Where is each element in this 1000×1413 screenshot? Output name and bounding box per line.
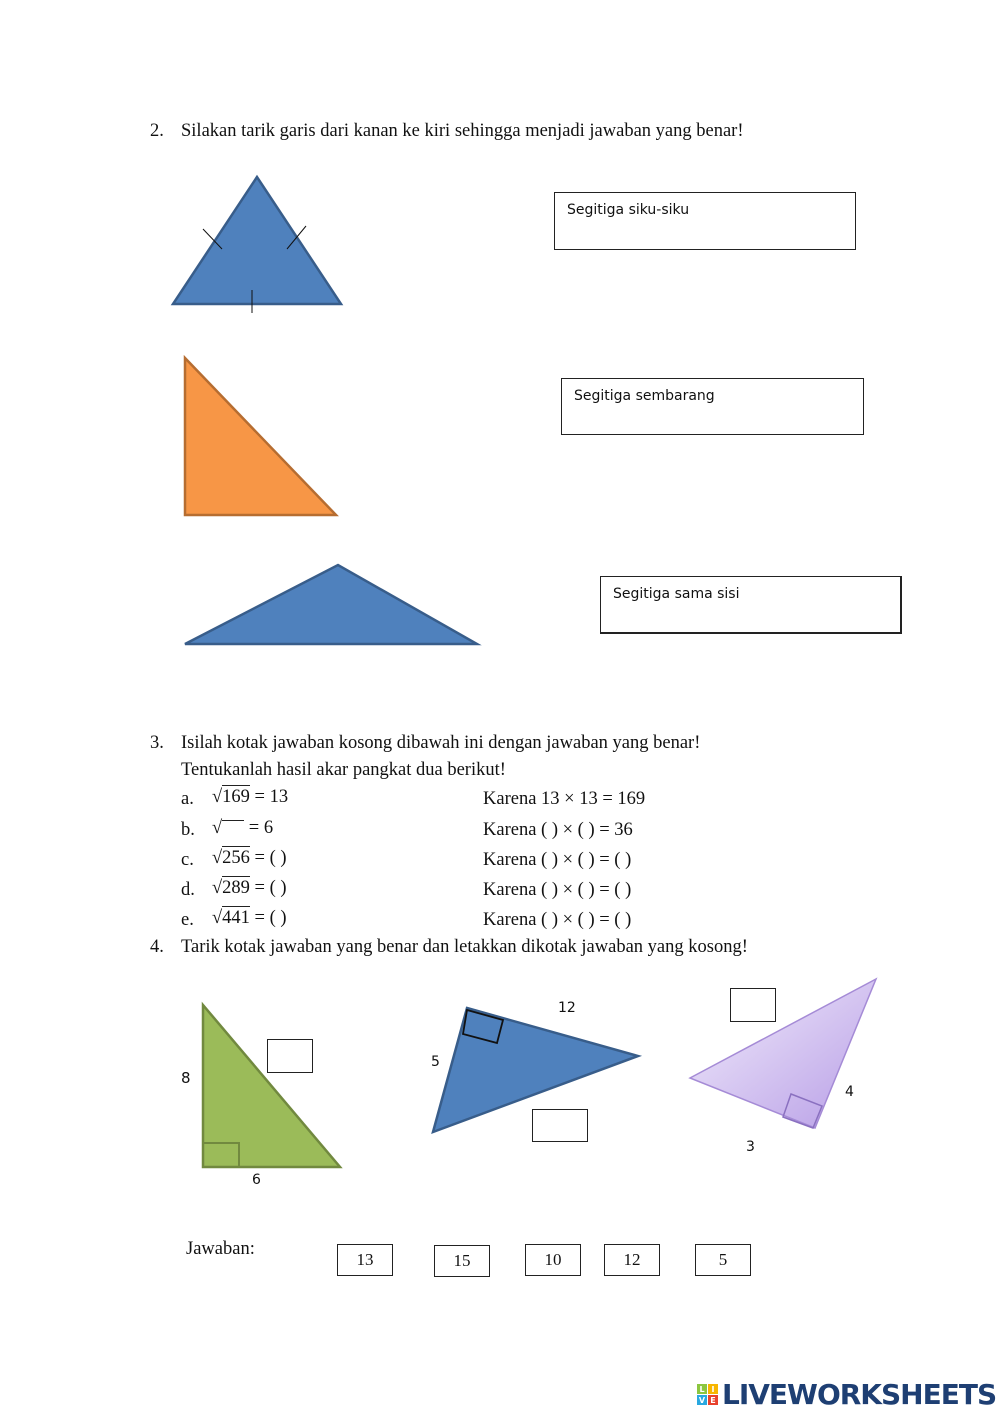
radicand: 169 — [222, 787, 250, 807]
sqrt-expression[interactable]: √256 = ( ) — [212, 848, 287, 868]
answer-label: Jawaban: — [186, 1239, 255, 1259]
option-box-right-triangle[interactable] — [554, 192, 856, 250]
side-label: 12 — [558, 1000, 576, 1016]
q3-subtext: Tentukanlah hasil akar pangkat dua berikut! — [181, 760, 506, 780]
result: = 13 — [254, 787, 289, 807]
answer-chip[interactable]: 15 — [434, 1245, 490, 1277]
equilateral-triangle — [173, 177, 341, 313]
side-label: 3 — [746, 1139, 755, 1155]
logo-letter: I — [708, 1384, 718, 1394]
side-label: 6 — [252, 1172, 261, 1188]
sqrt-expression: √169 = 13 — [212, 787, 289, 807]
q2-text: Silakan tarik garis dari kanan ke kiri sehingga menjadi jawaban yang benar! — [181, 121, 744, 141]
option-box-equilateral[interactable] — [600, 576, 902, 634]
right-triangle-orange — [185, 358, 336, 515]
drop-box-hypotenuse-3[interactable] — [730, 988, 776, 1022]
sqrt-expression[interactable]: √ = 6 — [212, 818, 274, 838]
row-label: e. — [181, 910, 194, 930]
q3-number: 3. — [150, 733, 164, 753]
sqrt-expression[interactable]: √289 = ( ) — [212, 878, 287, 898]
side-label: 5 — [431, 1054, 440, 1070]
liveworksheets-logo — [697, 1378, 996, 1411]
q4-text: Tarik kotak jawaban yang benar dan letakkan dikotak jawaban yang kosong! — [181, 937, 748, 957]
row-label: d. — [181, 880, 195, 900]
radicand: 289 — [222, 878, 250, 898]
purple-right-triangle — [690, 979, 876, 1128]
side-label: 4 — [845, 1084, 854, 1100]
green-right-triangle — [203, 1005, 340, 1167]
option-label: Segitiga sembarang — [574, 388, 715, 404]
option-label: Segitiga sama sisi — [613, 586, 740, 602]
radicand: 256 — [222, 848, 250, 868]
reason[interactable]: Karena ( ) × ( ) = ( ) — [483, 910, 632, 930]
reason[interactable]: Karena ( ) × ( ) = ( ) — [483, 880, 632, 900]
side-label: 8 — [181, 1069, 191, 1087]
q3-text: Isilah kotak jawaban kosong dibawah ini dengan jawaban yang benar! — [181, 733, 701, 753]
drop-box-hypotenuse-2[interactable] — [532, 1109, 588, 1142]
logo-text: LIVEWORKSHEETS — [722, 1378, 997, 1411]
drop-box-hypotenuse-1[interactable] — [267, 1039, 313, 1073]
answer-chip[interactable]: 5 — [695, 1244, 751, 1276]
logo-letter: V — [698, 1395, 706, 1405]
answer-chip[interactable]: 12 — [604, 1244, 660, 1276]
result[interactable]: = ( ) — [254, 908, 287, 928]
option-box-scalene[interactable] — [561, 378, 864, 435]
reason[interactable]: Karena ( ) × ( ) = 36 — [483, 820, 633, 840]
answer-chip[interactable]: 13 — [337, 1244, 393, 1276]
scalene-triangle — [185, 565, 477, 644]
result: = 6 — [248, 818, 274, 838]
reason[interactable]: Karena ( ) × ( ) = ( ) — [483, 850, 632, 870]
answer-chip[interactable]: 10 — [525, 1244, 581, 1276]
row-label: b. — [181, 820, 195, 840]
reason: Karena 13 × 13 = 169 — [483, 789, 646, 809]
row-label: a. — [181, 789, 194, 809]
row-label: c. — [181, 850, 194, 870]
radicand-blank[interactable] — [222, 820, 244, 823]
logo-icon — [697, 1384, 718, 1405]
sqrt-expression[interactable]: √441 = ( ) — [212, 908, 287, 928]
radicand: 441 — [222, 908, 250, 928]
q2-number: 2. — [150, 121, 164, 141]
result[interactable]: = ( ) — [254, 878, 287, 898]
result[interactable]: = ( ) — [254, 848, 287, 868]
logo-letter: E — [708, 1395, 718, 1405]
q4-number: 4. — [150, 937, 164, 957]
option-label: Segitiga siku-siku — [567, 202, 690, 218]
logo-letter: L — [697, 1384, 707, 1394]
